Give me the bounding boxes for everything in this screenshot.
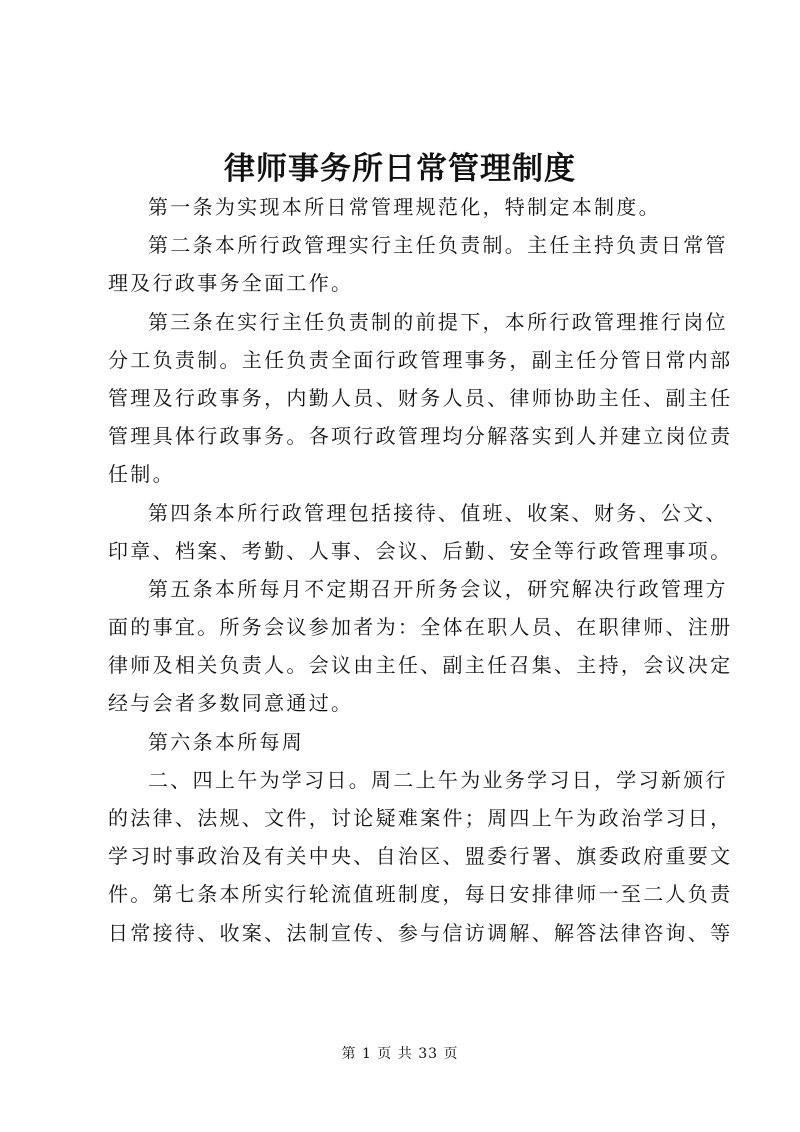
- paragraph-line: 日常接待、收案、法制宣传、参与信访调解、解答法律咨询、等: [108, 920, 733, 945]
- paragraph-line: 管理具体行政事务。各项行政管理均分解落实到人并建立岗位责: [108, 424, 733, 449]
- document-body: [108, 188, 733, 952]
- paragraph-line: 第二条本所行政管理实行主任负责制。主任主持负责日常管: [148, 233, 728, 258]
- paragraph-line: 第六条本所每周: [148, 729, 305, 754]
- paragraph-line: 第四条本所行政管理包括接待、值班、收案、财务、公文、: [148, 500, 728, 525]
- paragraph-line: 分工负责制。主任负责全面行政管理事务，副主任分管日常内部: [108, 347, 733, 372]
- paragraph-line: 任制。: [108, 462, 175, 487]
- paragraph-line: 面的事宜。所务会议参加者为：全体在职人员、在职律师、注册: [108, 615, 733, 640]
- paragraph-line: 印章、档案、考勤、人事、会议、后勤、安全等行政管理事项。: [108, 538, 733, 563]
- paragraph-line: 律师及相关负责人。会议由主任、副主任召集、主持，会议决定: [108, 653, 733, 678]
- paragraph-line: 二、四上午为学习日。周二上午为业务学习日，学习新颁行: [148, 767, 728, 792]
- paragraph-line: 第一条为实现本所日常管理规范化，特制定本制度。: [148, 195, 661, 219]
- paragraph-line: 经与会者多数同意通过。: [108, 691, 354, 716]
- paragraph-line: 管理及行政事务，内勤人员、财务人员、律师协助主任、副主任: [108, 385, 733, 410]
- paragraph-line: 学习时事政治及有关中央、自治区、盟委行署、旗委政府重要文: [108, 844, 733, 869]
- paragraph-line: 第三条在实行主任负责制的前提下，本所行政管理推行岗位: [148, 309, 728, 334]
- paragraph-line: 理及行政事务全面工作。: [108, 271, 354, 296]
- document-title: 律师事务所日常管理制度: [224, 151, 576, 187]
- paragraph-line: 第五条本所每月不定期召开所务会议，研究解决行政管理方: [148, 576, 728, 601]
- paragraph-line: 的法律、法规、文件，讨论疑难案件；周四上午为政治学习日，: [108, 806, 733, 830]
- paragraph-line: 件。第七条本所实行轮流值班制度，每日安排律师一至二人负责: [108, 882, 733, 907]
- page-footer: 第 1 页 共 33 页: [341, 1046, 459, 1062]
